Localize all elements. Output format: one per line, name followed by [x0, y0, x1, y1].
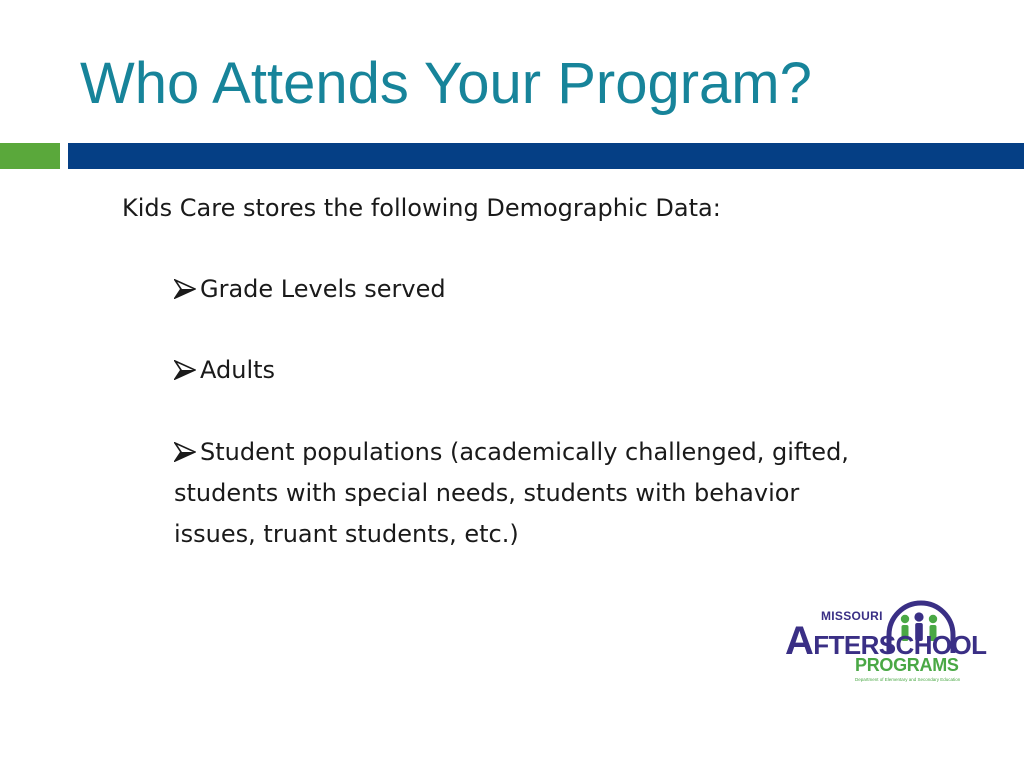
arrow-bullet-icon — [174, 269, 200, 299]
bullet-text: Adults — [200, 356, 276, 384]
bullet-item — [174, 269, 874, 310]
logo-subtitle: PROGRAMS — [855, 655, 959, 675]
intro-text: Kids Care stores the following Demographic Data: — [122, 194, 721, 222]
logo-name-rest: FTERSCHOOL — [813, 630, 987, 660]
bullet-item — [174, 350, 874, 391]
bullet-text: Grade Levels served — [200, 275, 446, 303]
logo-state: MISSOURI — [821, 609, 883, 623]
arrow-bullet-icon — [174, 432, 200, 462]
bullet-item — [174, 432, 874, 555]
title-rule-navy — [68, 143, 1024, 169]
arrow-bullet-icon — [174, 350, 200, 380]
bullet-text: Student populations (academically challenged, gifted, students with special needs, students with behavior issues, truant students, etc.) — [174, 438, 849, 548]
logo-department: Department of Elementary and Secondary Education — [855, 677, 961, 682]
title-rule-green — [0, 143, 60, 169]
logo-cap-letter: A — [785, 619, 814, 663]
afterschool-logo — [783, 597, 987, 687]
slide-title: Who Attends Your Program? — [80, 51, 812, 116]
